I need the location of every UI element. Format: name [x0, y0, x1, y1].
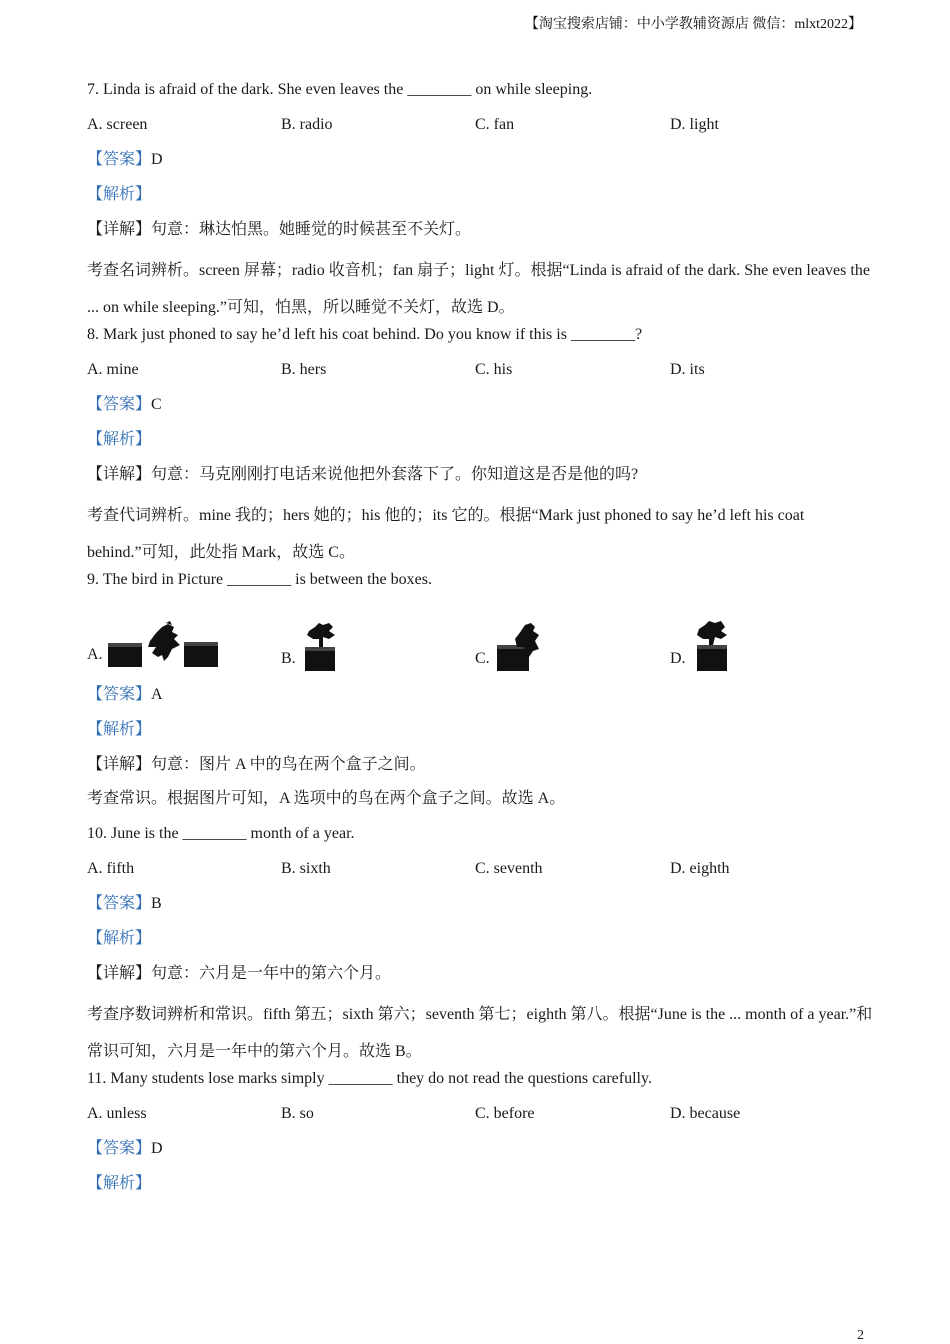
option-c: C. seventh [475, 860, 543, 877]
question-11-analysis-label: 【解析】 [87, 1175, 152, 1192]
picture-option-d [670, 621, 733, 673]
answer-label: 【答案】 [87, 895, 152, 912]
question-7-answer [87, 148, 877, 183]
option-b: B. sixth [281, 860, 331, 877]
question-11-options [87, 1102, 877, 1137]
question-8-stem: 8. Mark just phoned to say he’d left his coat behind. Do you know if this is ________? [87, 326, 643, 343]
answer-value: B [151, 895, 162, 912]
question-9-explanation: 考查常识。根据图片可知，A 选项中的鸟在两个盒子之间。故选 A。 [87, 790, 566, 807]
question-8-analysis-label: 【解析】 [87, 431, 152, 448]
option-d: D. its [670, 361, 705, 378]
option-b: B. so [281, 1105, 314, 1122]
question-10-analysis-label: 【解析】 [87, 930, 152, 947]
answer-value: C [151, 396, 162, 413]
answer-value: A [151, 686, 163, 703]
option-c-label: C. [475, 650, 490, 667]
option-b-label: B. [281, 650, 296, 667]
answer-label: 【答案】 [87, 1140, 152, 1157]
bird-in-box-picture [689, 621, 733, 673]
question-7-analysis-label: 【解析】 [87, 186, 152, 203]
answer-value: D [151, 151, 163, 168]
question-9-answer [87, 683, 877, 718]
option-a: A. fifth [87, 860, 135, 877]
option-a: A. unless [87, 1105, 147, 1122]
option-c: C. fan [475, 116, 515, 133]
option-d: D. because [670, 1105, 741, 1122]
question-8-options [87, 358, 877, 393]
picture-option-b [281, 621, 341, 673]
question-7-detail: 【详解】句意：琳达怕黑。她睡觉的时候甚至不关灯。 [87, 221, 472, 238]
question-11-answer [87, 1137, 877, 1172]
option-a: A. screen [87, 116, 148, 133]
page-header: 【淘宝搜索店铺：中小学教辅资源店 微信：mlxt2022】 [524, 17, 862, 32]
question-10-answer [87, 892, 877, 927]
question-8-answer [87, 393, 877, 428]
question-7-stem: 7. Linda is afraid of the dark. She even leaves the ________ on while sleeping. [87, 81, 593, 98]
question-7-explanation: 考查名词辨析。screen 屏幕；radio 收音机；fan 扇子；light 灯。根据“Linda is afraid of the dark. She even leaves the ... on while sleeping.”可知，怕黑，所以睡觉不关灯，故选 D。 [87, 262, 870, 316]
option-c: C. before [475, 1105, 535, 1122]
question-9-analysis-label: 【解析】 [87, 721, 152, 738]
question-8-detail: 【详解】句意：马克刚刚打电话来说他把外套落下了。你知道这是否是他的吗? [87, 466, 639, 483]
option-d-label: D. [670, 650, 686, 667]
page-number: 2 [857, 1328, 864, 1343]
option-a: A. mine [87, 361, 139, 378]
document-body [87, 78, 877, 1207]
answer-value: D [151, 1140, 163, 1157]
answer-label: 【答案】 [87, 151, 152, 168]
option-d: D. eighth [670, 860, 730, 877]
picture-option-c [475, 621, 545, 673]
question-8-explanation: 考查代词辨析。mine 我的；hers 她的；his 他的；its 它的。根据“Mark just phoned to say he’d left his coat behind.”可知，此处指 Mark，故选 C。 [87, 507, 805, 561]
question-9-picture-options [87, 603, 877, 683]
question-10-options [87, 857, 877, 892]
question-10-explanation: 考查序数词辨析和常识。fifth 第五；sixth 第六；seventh 第七；eighth 第八。根据“June is the ... month of a year.”和常识可知，六月是一年中的第六个月。故选 B。 [87, 1006, 873, 1060]
option-a-label: A. [87, 646, 103, 663]
option-b: B. radio [281, 116, 333, 133]
option-b: B. hers [281, 361, 327, 378]
question-11-stem: 11. Many students lose marks simply ________ they do not read the questions carefully. [87, 1070, 652, 1087]
option-d: D. light [670, 116, 719, 133]
bird-on-box-picture [299, 621, 341, 673]
question-7-options [87, 113, 877, 148]
question-10-detail: 【详解】句意：六月是一年中的第六个月。 [87, 965, 392, 982]
answer-label: 【答案】 [87, 686, 152, 703]
picture-option-a [87, 621, 220, 669]
bird-beside-box-picture [493, 621, 545, 673]
answer-label: 【答案】 [87, 396, 152, 413]
question-9-stem: 9. The bird in Picture ________ is between the boxes. [87, 571, 432, 588]
bird-between-boxes-picture [106, 621, 220, 669]
question-9-detail: 【详解】句意：图片 A 中的鸟在两个盒子之间。 [87, 756, 426, 773]
question-10-stem: 10. June is the ________ month of a year. [87, 825, 355, 842]
option-c: C. his [475, 361, 513, 378]
